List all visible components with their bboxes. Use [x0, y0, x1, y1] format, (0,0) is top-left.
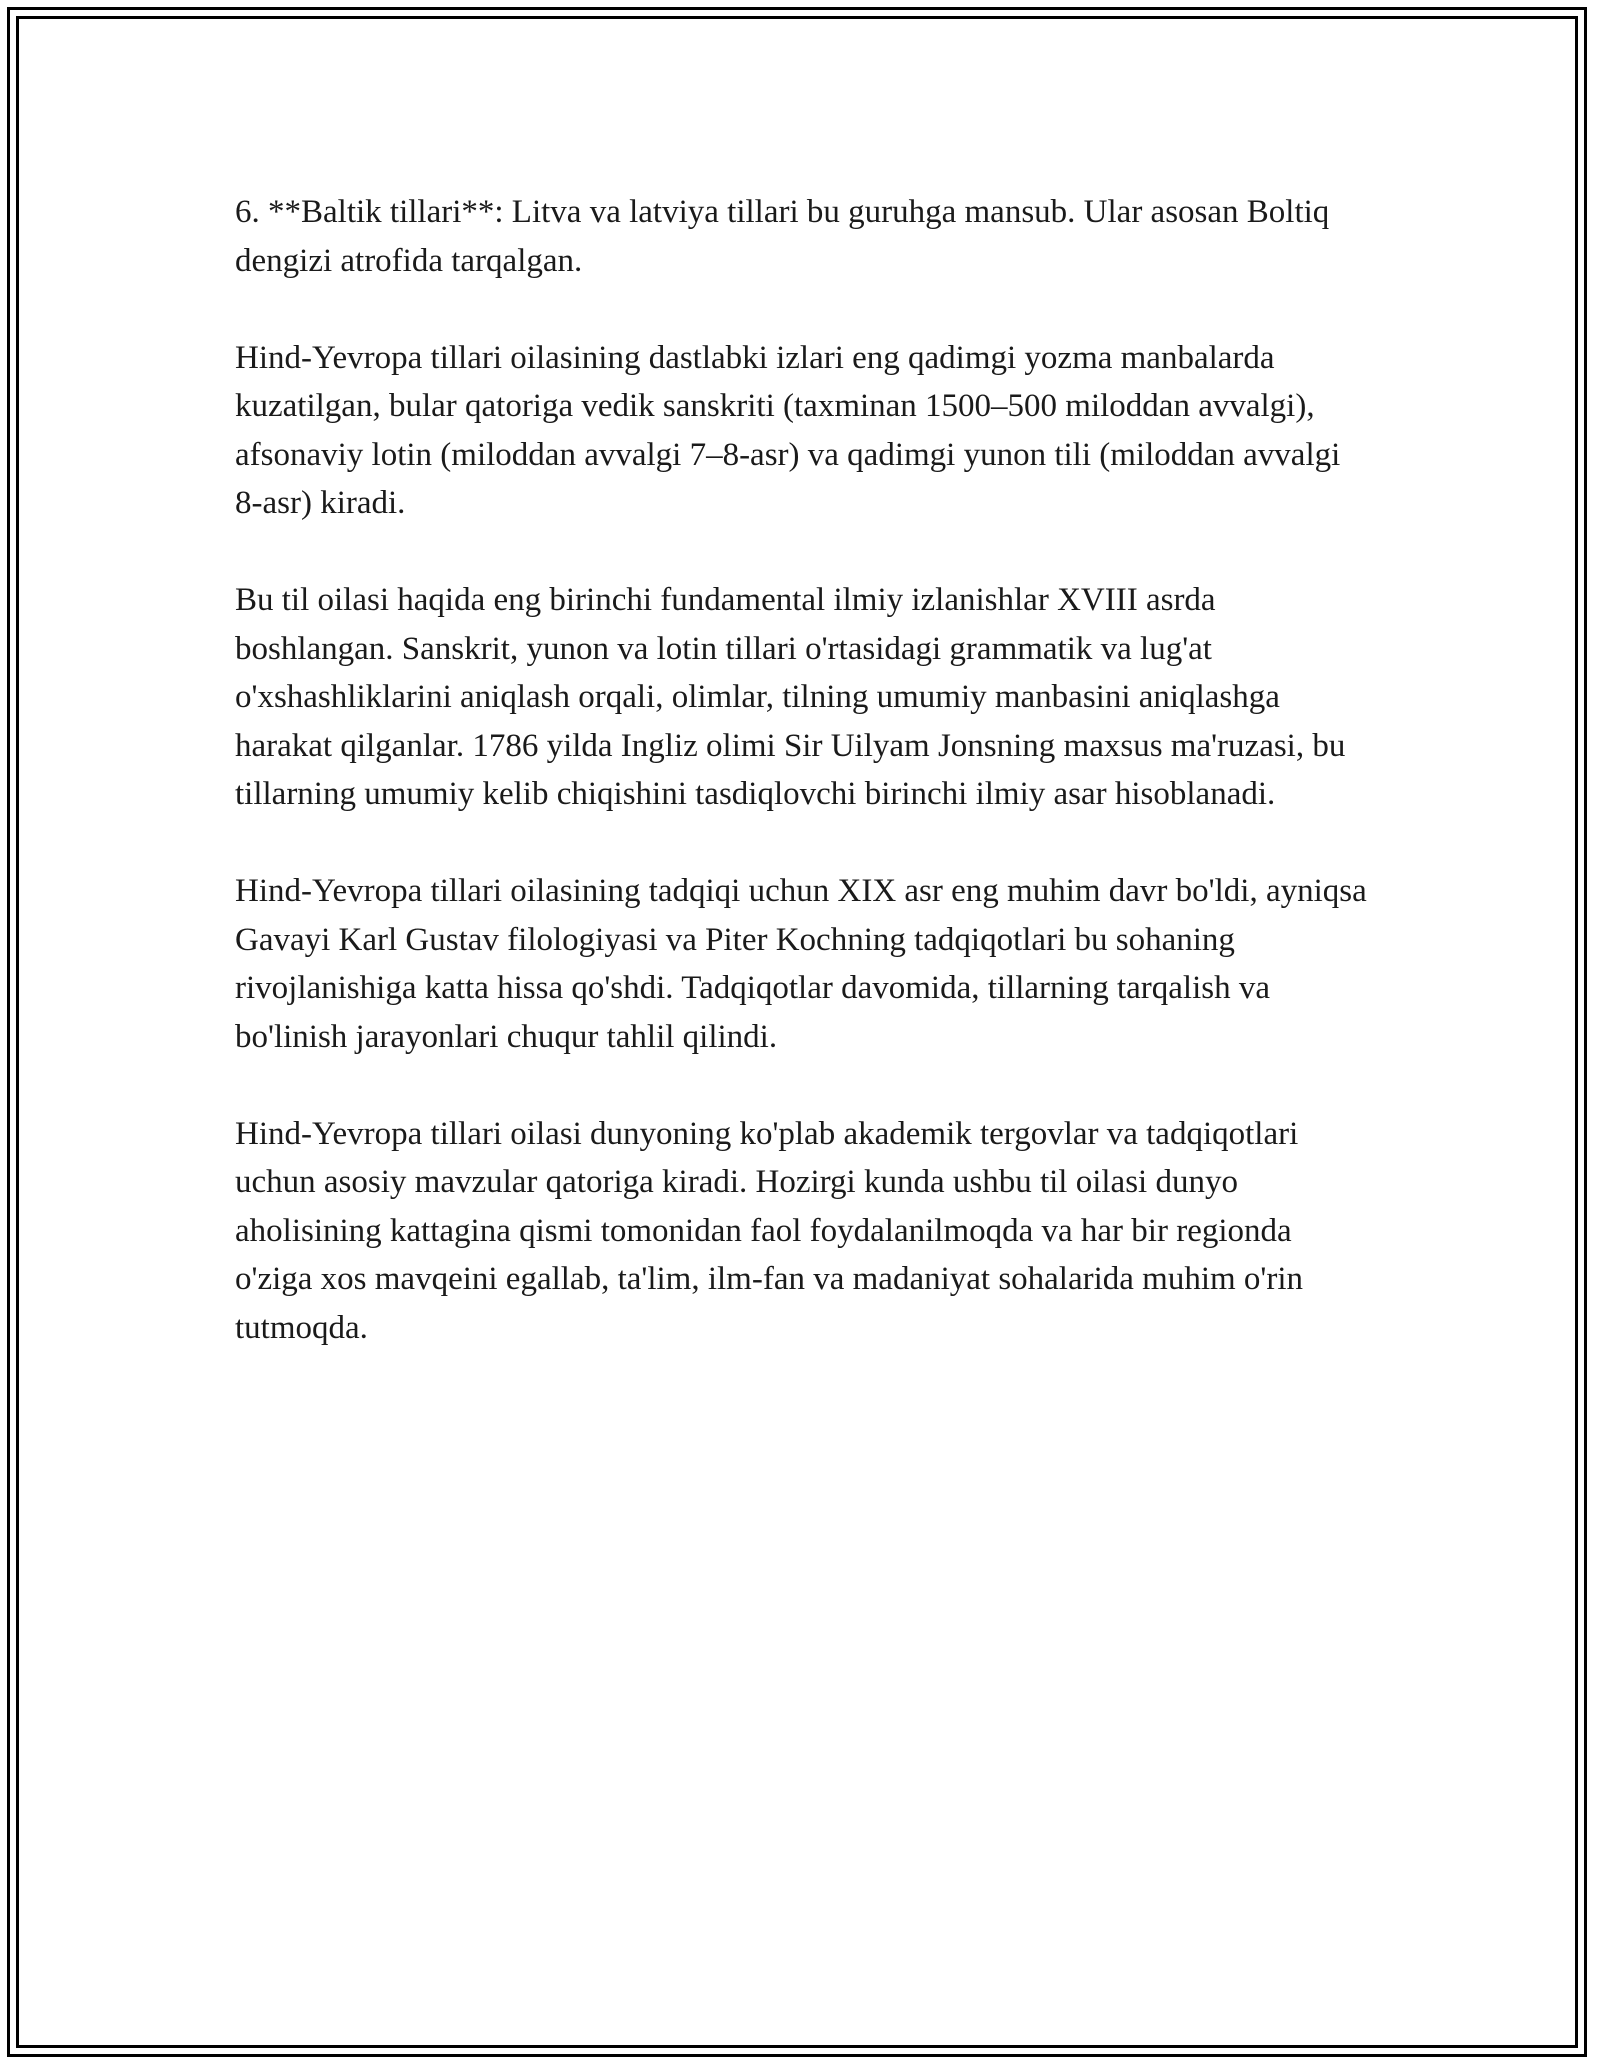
paragraph-modern-significance: Hind-Yevropa tillari oilasi dunyoning ko'plab akademik tergovlar va tadqiqotlari uchun asosiy mavzular qatoriga kiradi. Hozirgi kunda ushbu til oilasi dunyo aholisining kattagina qismi tomonidan faol foydalanilmoqda va har bir regionda o'ziga xos mavqeini egallab, ta'lim, ilm-fan va madaniyat sohalarida muhim o'rin tutmoqda. — [235, 1115, 1304, 1346]
paragraph-nineteenth-century: Hind-Yevropa tillari oilasining tadqiqi uchun XIX asr eng muhim davr bo'ldi, ayniqsa Gavayi Karl Gustav filologiyasi va Piter Kochning tadqiqotlari bu sohaning rivojlanishiga katta hissa qo'shdi. Tadqiqotlar davomida, tillarning tarqalish va bo'linish jarayonlari chuqur tahlil qilindi. — [235, 873, 1367, 1055]
paragraph-earliest-sources: Hind-Yevropa tillari oilasining dastlabki izlari eng qadimgi yozma manbalarda kuzatilgan, bular qatoriga vedik sanskriti (taxminan 1500–500 miloddan avvalgi), afsonaviy lotin (miloddan avvalgi 7–8-asr) va qadimgi yunon tili (miloddan avvalgi 8-asr) kiradi. — [235, 339, 1341, 521]
paragraph-first-research: Bu til oilasi haqida eng birinchi fundamental ilmiy izlanishlar XVIII asrda boshlangan. Sanskrit, yunon va lotin tillari o'rtasidagi grammatik va lug'at o'xshashliklarini aniqlash orqali, olimlar, tilning umumiy manbasini aniqlashga harakat qilganlar. 1786 yilda Ingliz olimi Sir Uilyam Jonsning maxsus ma'ruzasi, bu tillarning umumiy kelib chiqishini tasdiqlovchi birinchi ilmiy asar hisoblanadi. — [235, 582, 1346, 812]
paragraph-baltic-languages: 6. **Baltik tillari**: Litva va latviya tillari bu guruhga mansub. Ular asosan Boltiq dengizi atrofida tarqalgan. — [235, 194, 1330, 279]
document-body — [235, 188, 1370, 1401]
